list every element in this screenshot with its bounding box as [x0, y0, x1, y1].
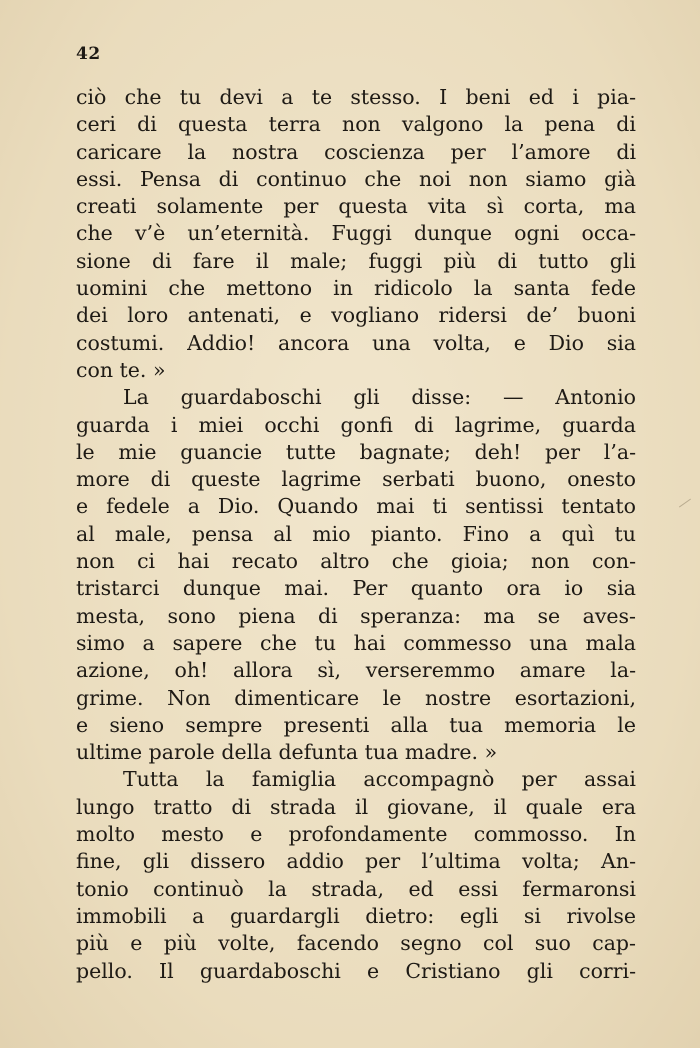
text-line: tristarci dunque mai. Per quanto ora io sia [76, 576, 636, 601]
text-line: creati solamente per questa vita sì corta, ma [76, 194, 636, 219]
text-line: ultime parole della defunta tua madre. » [76, 740, 498, 765]
text-line: tonio continuò la strada, ed essi fermaronsi [76, 876, 636, 901]
text-line: La guardaboschi gli disse: — Antonio [123, 385, 636, 410]
text-line: ciò che tu devi a te stesso. I beni ed i pia- [76, 85, 636, 109]
page-edge-mark [679, 499, 700, 531]
text-line: guarda i miei occhi gonfi di lagrime, guarda [76, 412, 636, 437]
text-line: le mie guancie tutte bagnate; deh! per l’a- [76, 439, 636, 464]
text-line: fine, gli dissero addio per l’ultima volta; An- [76, 849, 636, 874]
text-line: more di queste lagrime serbati buono, onesto [76, 467, 636, 492]
text-line: al male, pensa al mio pianto. Fino a quì tu [76, 521, 636, 546]
text-line: costumi. Addio! ancora una volta, e Dio sia [76, 330, 636, 355]
text-line: con te. » [76, 357, 166, 382]
body-text [76, 84, 636, 985]
text-line: ceri di questa terra non valgono la pena di [76, 112, 636, 137]
text-line: molto mesto e profondamente commosso. In [76, 822, 636, 847]
text-line: uomini che mettono in ridicolo la santa fede [76, 276, 636, 301]
text-line: e sieno sempre presenti alla tua memoria le [76, 712, 636, 737]
text-line: dei loro antenati, e vogliano ridersi de’ buoni [76, 303, 636, 328]
text-line: non ci hai recato altro che gioia; non con- [76, 549, 636, 574]
text-line: simo a sapere che tu hai commesso una mala [76, 630, 636, 655]
text-line: mesta, sono piena di speranza: ma se aves- [76, 603, 636, 628]
page-number: 42 [76, 44, 101, 64]
text-line: caricare la nostra coscienza per l’amore di [76, 139, 636, 164]
text-line: Tutta la famiglia accompagnò per assai [123, 767, 636, 792]
text-line: che v’è un’eternità. Fuggi dunque ogni occa- [76, 221, 636, 246]
text-line: azione, oh! allora sì, verseremmo amare la- [76, 658, 636, 683]
text-line: sione di fare il male; fuggi più di tutto gli [76, 248, 636, 273]
text-line: immobili a guardargli dietro: egli si rivolse [76, 903, 636, 928]
text-line: essi. Pensa di continuo che noi non siamo già [76, 166, 636, 191]
text-line: grime. Non dimenticare le nostre esortazioni, [76, 685, 636, 710]
text-line: e fedele a Dio. Quando mai ti sentissi tentato [76, 494, 636, 519]
text-line: lungo tratto di strada il giovane, il quale era [76, 794, 636, 819]
text-line: più e più volte, facendo segno col suo cap- [76, 931, 636, 956]
text-line: pello. Il guardaboschi e Cristiano gli corri- [76, 958, 636, 983]
